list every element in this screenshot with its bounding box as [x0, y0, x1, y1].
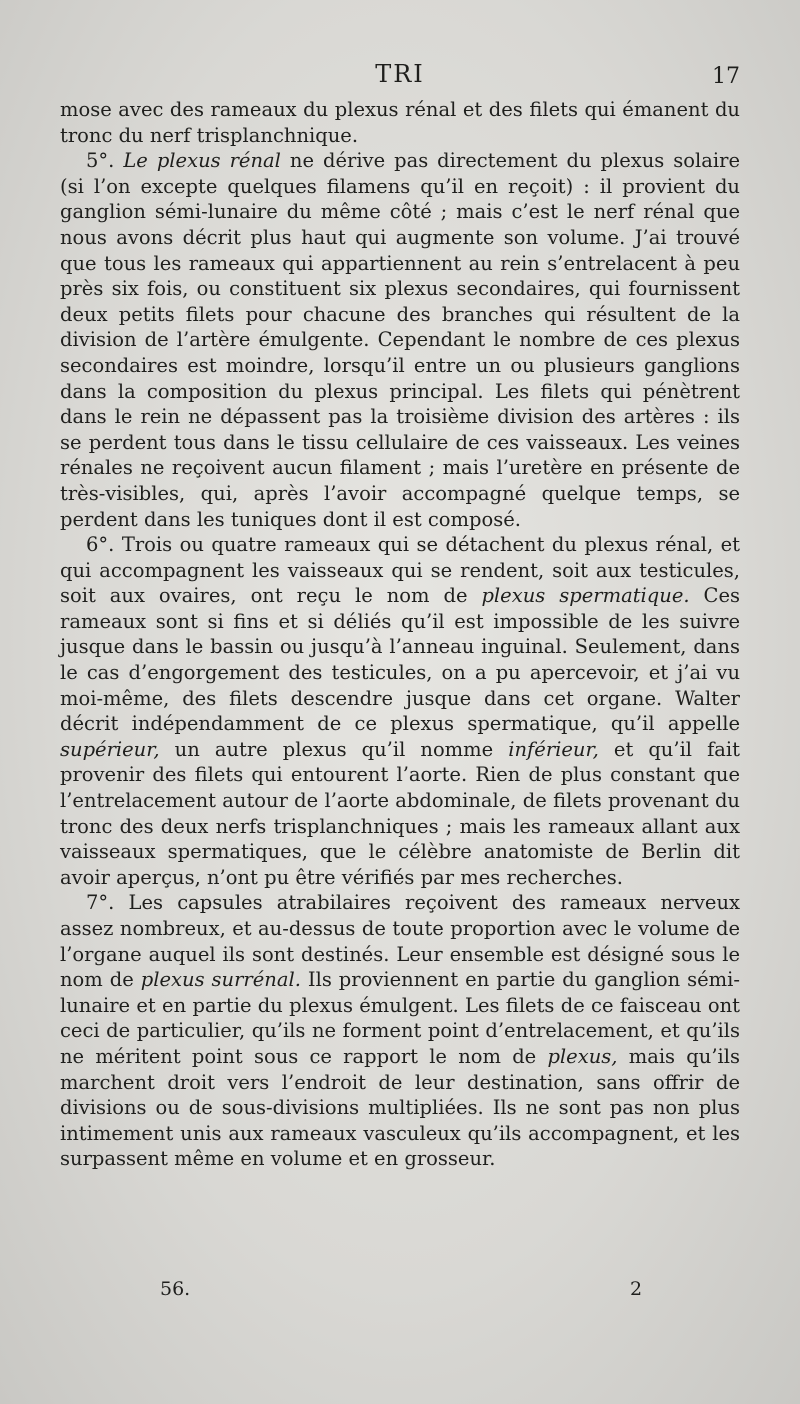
- paragraph-text: ne dérive pas directement du plexus solaire (si l’on excepte quelques filamens qu’il en reçoit) : il provient du ganglion sémi-lunaire du même côté ; mais c’est le nerf rénal que nous avons décrit plus haut qui augmente son volume. J’ai trouvé que tous les rameaux qui appartiennent au rein s’entrelacent à peu près six fois, ou constituent six plexus secondaires, qui fournissent deux petits filets pour chacune des branches qui résultent de la division de l’artère émulgente. Cependant le nombre de ces plexus secondaires est moindre, lorsqu’il entre un ou plusieurs ganglions dans la composition du plexus principal. Les filets qui pénètrent dans le rein ne dépassent pas la troisième division des artères : ils se perdent tous dans le tissu cellulaire de ces vaisseaux. Les veines rénales ne reçoivent aucun filament ; mais l’uretère en présente de très-visibles, qui, après l’avoir accompagné quelque temps, se perdent dans les tuniques dont il est composé.: [60, 149, 740, 531]
- paragraph-text: et qu’il fait provenir des filets qui entourent l’aorte. Rien de plus constant que l’entrelacement autour de l’aorte abdominale, de filets provenant du tronc des deux nerfs trisplanchniques ; mais les rameaux allant aux vaisseaux spermatiques, que le célèbre anatomiste de Berlin dit avoir aperçus, n’ont pu être vérifiés par mes recherches.: [60, 737, 740, 889]
- signature-mark: 56.: [160, 1278, 191, 1300]
- body-text: [60, 97, 740, 1172]
- section-lead: Le plexus rénal: [123, 149, 281, 173]
- paragraph-text: mose avec des rameaux du plexus rénal et des filets qui émanent du tronc du nerf trisplanchnique.: [60, 98, 740, 147]
- emphasis-term: supérieur,: [60, 737, 160, 761]
- page-header: [60, 58, 740, 98]
- page-footer: [60, 1278, 740, 1308]
- paragraph-text: mais qu’ils marchent droit vers l’endroit de leur destination, sans offrir de divisions ou de sous-divisions multipliées. Ils ne sont pas non plus intimement unis aux rameaux vasculeux qu’ils accompagnent, et les surpassent même en volume et en grosseur.: [60, 1044, 741, 1171]
- paragraph-text: Les capsules atrabilaires reçoivent des rameaux nerveux assez nombreux, et au-dessus de toute proportion avec le volume de l’organe auquel ils sont destinés. Leur ensemble est désigné sous le nom de: [60, 891, 740, 992]
- paragraph-5-plexus-renal: [60, 148, 740, 532]
- page-number: 17: [712, 64, 740, 89]
- paragraph-text: Ils proviennent en partie du ganglion sémi-lunaire et en partie du plexus émulgent. Les filets de ce faisceau ont ceci de particulier, qu’ils ne forment point d’entrelacement, et qu’ils ne méritent point sous ce rapport le nom de: [60, 968, 740, 1068]
- emphasis-term: plexus,: [547, 1044, 618, 1068]
- section-number: 5°.: [86, 149, 115, 173]
- emphasis-term: inférieur,: [508, 737, 599, 761]
- emphasis-term: plexus surrénal.: [140, 968, 301, 992]
- paragraph-6-plexus-spermatique: [60, 532, 740, 890]
- emphasis-term: plexus spermatique.: [481, 584, 690, 608]
- paragraph-continuation: [60, 97, 740, 148]
- paragraph-7-plexus-surrenal: [60, 890, 740, 1172]
- running-title: TRI: [375, 60, 425, 88]
- section-number: 6°.: [86, 533, 115, 557]
- paragraph-text: Trois ou quatre rameaux qui se détachent du plexus rénal, et qui accompagnent les vaisseaux qui se rendent, soit aux testicules, soit aux ovaires, ont reçu le nom de: [60, 533, 740, 608]
- paragraph-text: un autre plexus qu’il nomme: [174, 737, 494, 761]
- sheet-mark: 2: [630, 1278, 643, 1300]
- section-number: 7°.: [86, 891, 115, 915]
- paragraph-text: Ces rameaux sont si fins et si déliés qu’il est impossible de les suivre jusque dans le bassin ou jusqu’à l’anneau inguinal. Seulement, dans le cas d’engorgement des testicules, on a pu apercevoir, et j’ai vu moi-même, des filets descendre jusque dans cet organe. Walter décrit indépendamment de ce plexus spermatique, qu’il appelle: [60, 584, 740, 736]
